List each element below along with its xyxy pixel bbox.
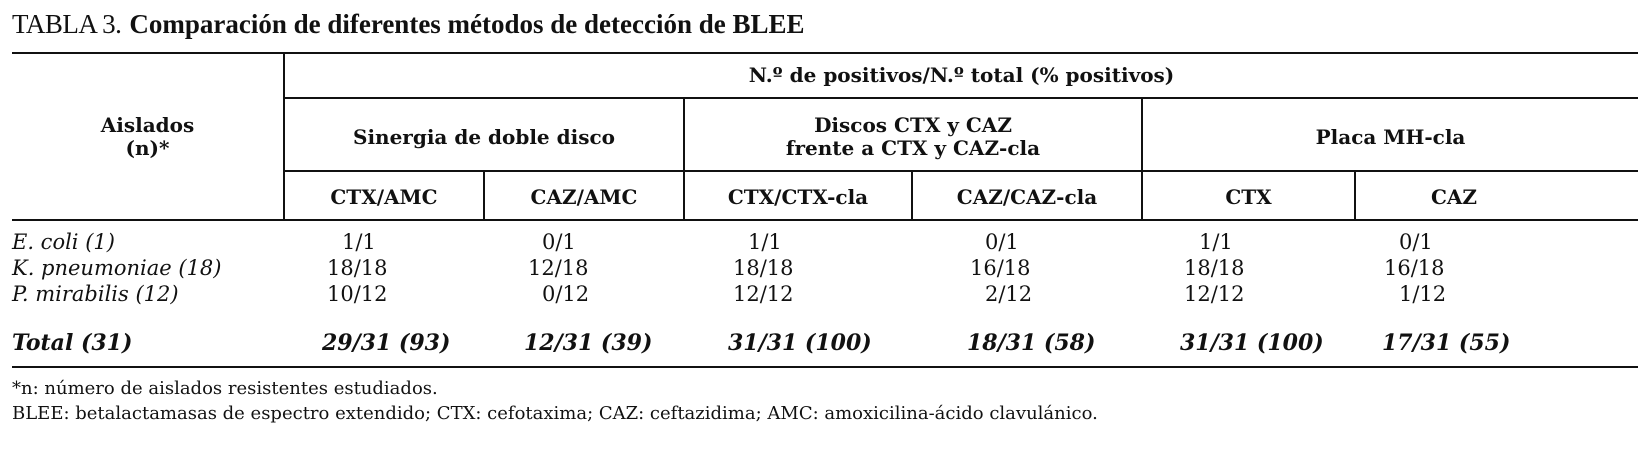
group-header-placa-line1: Placa MH-cla	[1315, 125, 1466, 149]
table-cell: 12/12	[733, 282, 794, 306]
table-cell: 1/1	[1199, 230, 1233, 254]
column-header-caz-amc: CAZ/AMC	[530, 185, 638, 209]
top-rule	[12, 52, 1638, 54]
group-header-discos-line2: frente a CTX y CAZ-cla	[785, 136, 1041, 160]
table-cell: 1/1	[748, 230, 782, 254]
table-caption	[12, 6, 805, 43]
footnote-abbreviations: BLEE: betalactamasas de espectro extendido; CTX: cefotaxima; CAZ: ceftazidima; AMC: amoxicilina-ácido clavulánico.	[12, 403, 1098, 424]
table-cell: 18/18	[733, 256, 794, 280]
column-header-caz: CAZ	[1430, 185, 1478, 209]
table-cell: 0/1	[542, 230, 576, 254]
group-header-sinergia-line1: Sinergia de doble disco	[353, 125, 615, 149]
total-cell: 31/31 (100)	[1180, 330, 1324, 356]
table-title: Comparación de diferentes métodos de detección de BLEE	[129, 9, 805, 39]
table-cell: 0/12	[542, 282, 590, 306]
group-header-discos-line1: Discos CTX y CAZ	[814, 113, 1012, 137]
group-header-rule	[284, 170, 1638, 172]
group-header-sinergia	[285, 126, 683, 149]
spanning-header: N.º de positivos/N.º total (% positivos)	[748, 63, 1175, 87]
column-header-ctx: CTX	[1225, 185, 1272, 209]
table-cell: 0/1	[985, 230, 1019, 254]
header-bottom-rule	[12, 219, 1638, 221]
table-cell: 12/18	[528, 256, 589, 280]
row-label-k-pneumoniae: K. pneumoniae (18)	[12, 256, 222, 280]
total-cell: 18/31 (58)	[967, 330, 1096, 356]
row-label-p-mirabilis: P. mirabilis (12)	[12, 282, 179, 306]
spanning-header-rule	[284, 97, 1638, 99]
column-header-ctx-ctx-cla: CTX/CTX-cla	[727, 185, 869, 209]
table-label: TABLA 3.	[12, 9, 122, 39]
group-header-discos	[685, 114, 1141, 160]
row-label-total: Total (31)	[12, 330, 133, 356]
column-header-ctx-amc: CTX/AMC	[330, 185, 438, 209]
total-cell: 12/31 (39)	[524, 330, 653, 356]
table-cell: 1/12	[1399, 282, 1447, 306]
footnote-n: *n: número de aislados resistentes estudiados.	[12, 378, 438, 399]
table-cell: 10/12	[327, 282, 388, 306]
total-cell: 31/31 (100)	[728, 330, 872, 356]
row-header-line2: (n)*	[125, 136, 170, 160]
table-cell: 0/1	[1399, 230, 1433, 254]
total-bottom-rule	[12, 366, 1638, 368]
total-cell: 17/31 (55)	[1382, 330, 1511, 356]
total-cell: 29/31 (93)	[322, 330, 451, 356]
column-header-caz-caz-cla: CAZ/CAZ-cla	[956, 185, 1098, 209]
table-cell: 12/12	[1184, 282, 1245, 306]
table-cell: 16/18	[1384, 256, 1445, 280]
table-cell: 16/18	[970, 256, 1031, 280]
table-cell: 1/1	[342, 230, 376, 254]
row-header-line1: Aislados	[100, 113, 195, 137]
table-cell: 18/18	[327, 256, 388, 280]
row-label-e-coli: E. coli (1)	[12, 230, 115, 254]
row-header	[12, 114, 283, 160]
table-cell: 2/12	[985, 282, 1033, 306]
group-header-placa	[1143, 126, 1638, 149]
table-cell: 18/18	[1184, 256, 1245, 280]
